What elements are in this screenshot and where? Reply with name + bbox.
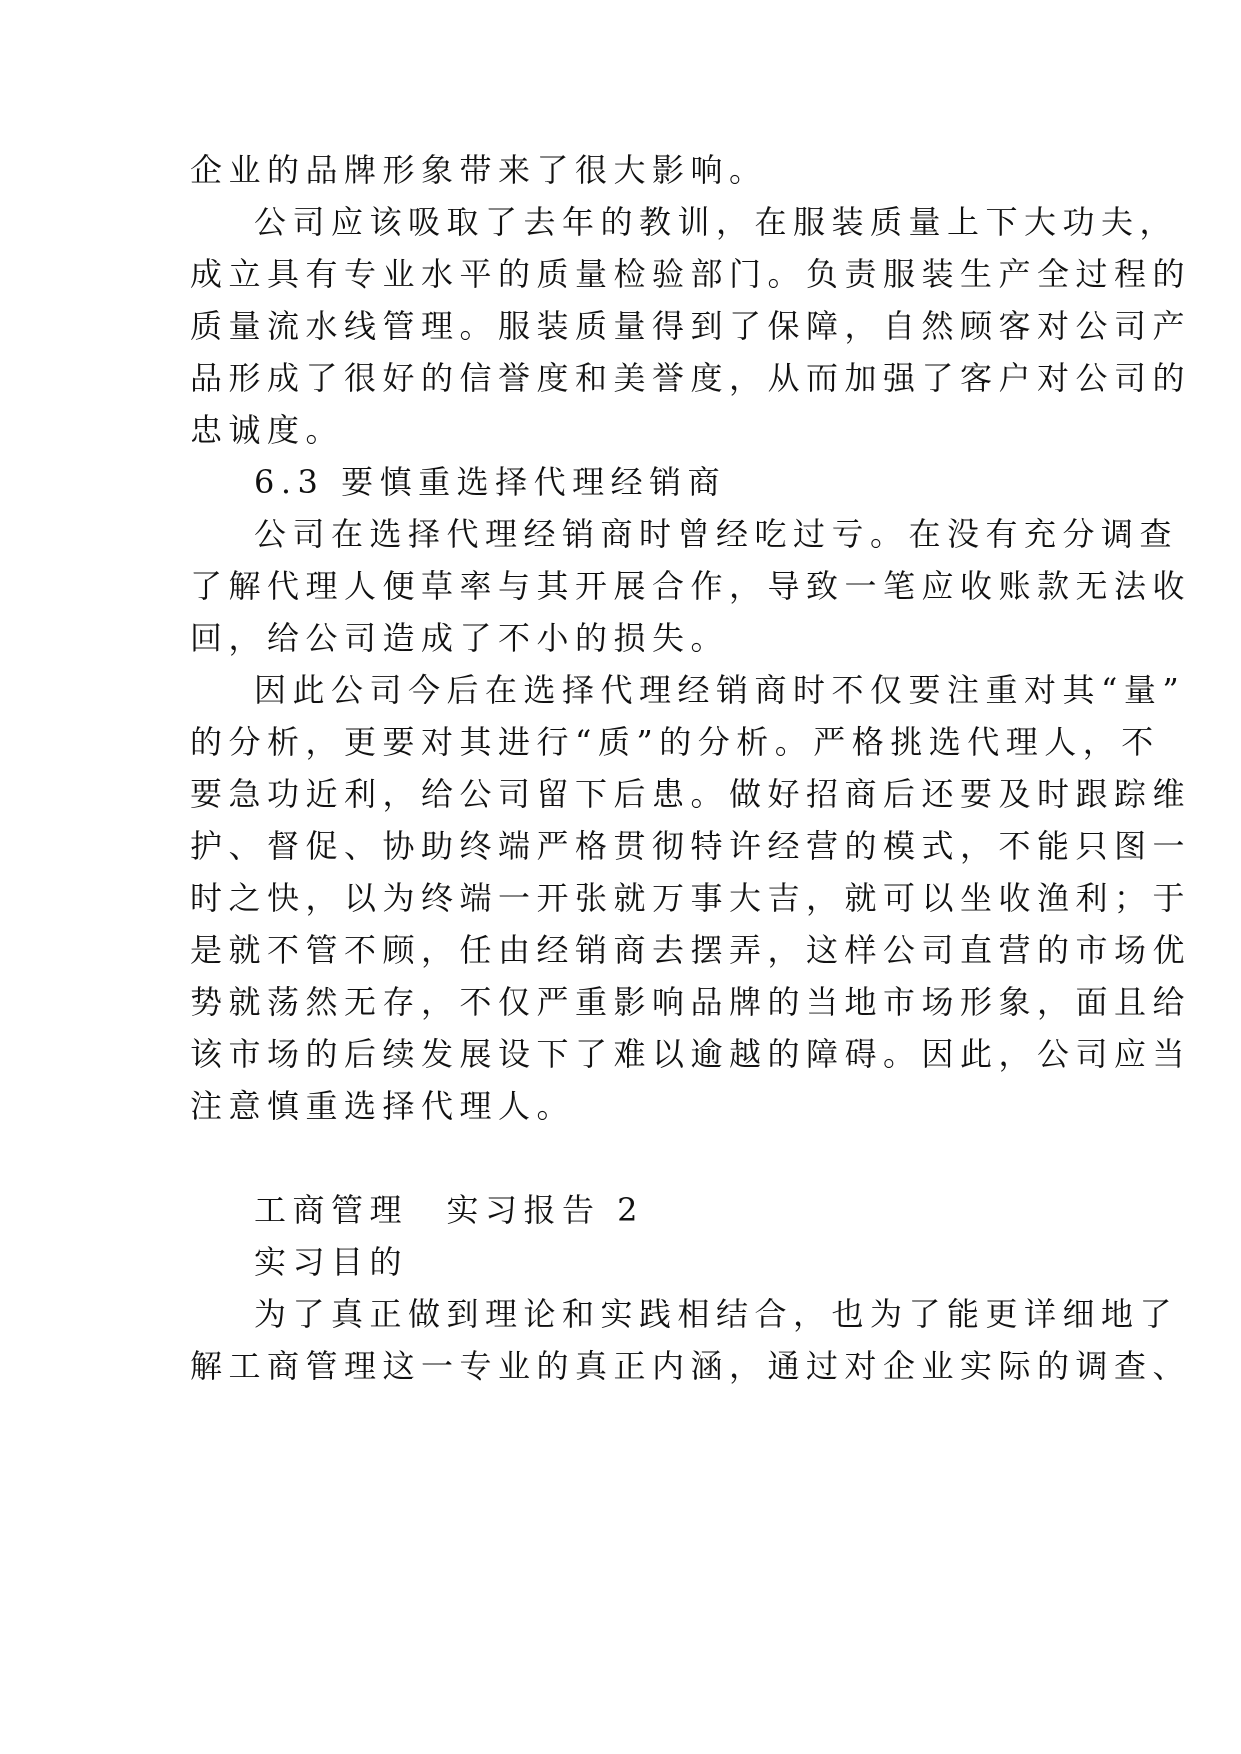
text-line: 了解代理人便草率与其开展合作，导致一笔应收账款无法收 (190, 567, 1192, 605)
text-line: 护、督促、协助终端严格贯彻特许经营的模式，不能只图一 (190, 827, 1192, 865)
text-line: 因此公司今后在选择代理经销商时不仅要注重对其“量” (254, 671, 1186, 709)
text-line: 解工商管理这一专业的真正内涵，通过对企业实际的调查、 (190, 1347, 1192, 1385)
text-line: 成立具有专业水平的质量检验部门。负责服装生产全过程的 (190, 255, 1192, 293)
text-line: 该市场的后续发展设下了难以逾越的障碍。因此，公司应当 (190, 1035, 1192, 1073)
text-line: 要急功近利，给公司留下后患。做好招商后还要及时跟踪维 (190, 775, 1192, 813)
text-line: 是就不管不顾，任由经销商去摆弄，这样公司直营的市场优 (190, 931, 1192, 969)
text-line: 忠诚度。 (190, 411, 345, 449)
text-line: 品形成了很好的信誉度和美誉度，从而加强了客户对公司的 (190, 359, 1192, 397)
text-line: 为了真正做到理论和实践相结合，也为了能更详细地了 (254, 1295, 1179, 1333)
text-line: 质量流水线管理。服装质量得到了保障，自然顾客对公司产 (190, 307, 1192, 345)
report-title: 工商管理 实习报告 2 (254, 1191, 645, 1229)
text-line: 回，给公司造成了不小的损失。 (190, 619, 730, 657)
section-heading: 6.3 要慎重选择代理经销商 (254, 463, 727, 501)
text-line: 公司在选择代理经销商时曾经吃过亏。在没有充分调查 (254, 515, 1179, 553)
text-line: 企业的品牌形象带来了很大影响。 (190, 151, 768, 189)
text-line: 的分析，更要对其进行“质”的分析。严格挑选代理人，不 (190, 723, 1160, 761)
text-line: 注意慎重选择代理人。 (190, 1087, 576, 1125)
text-line: 时之快，以为终端一开张就万事大吉，就可以坐收渔利；于 (190, 879, 1192, 917)
section-heading: 实习目的 (254, 1243, 409, 1281)
text-line: 公司应该吸取了去年的教训，在服装质量上下大功夫， (254, 203, 1179, 241)
text-line: 势就荡然无存，不仅严重影响品牌的当地市场形象，面且给 (190, 983, 1192, 1021)
